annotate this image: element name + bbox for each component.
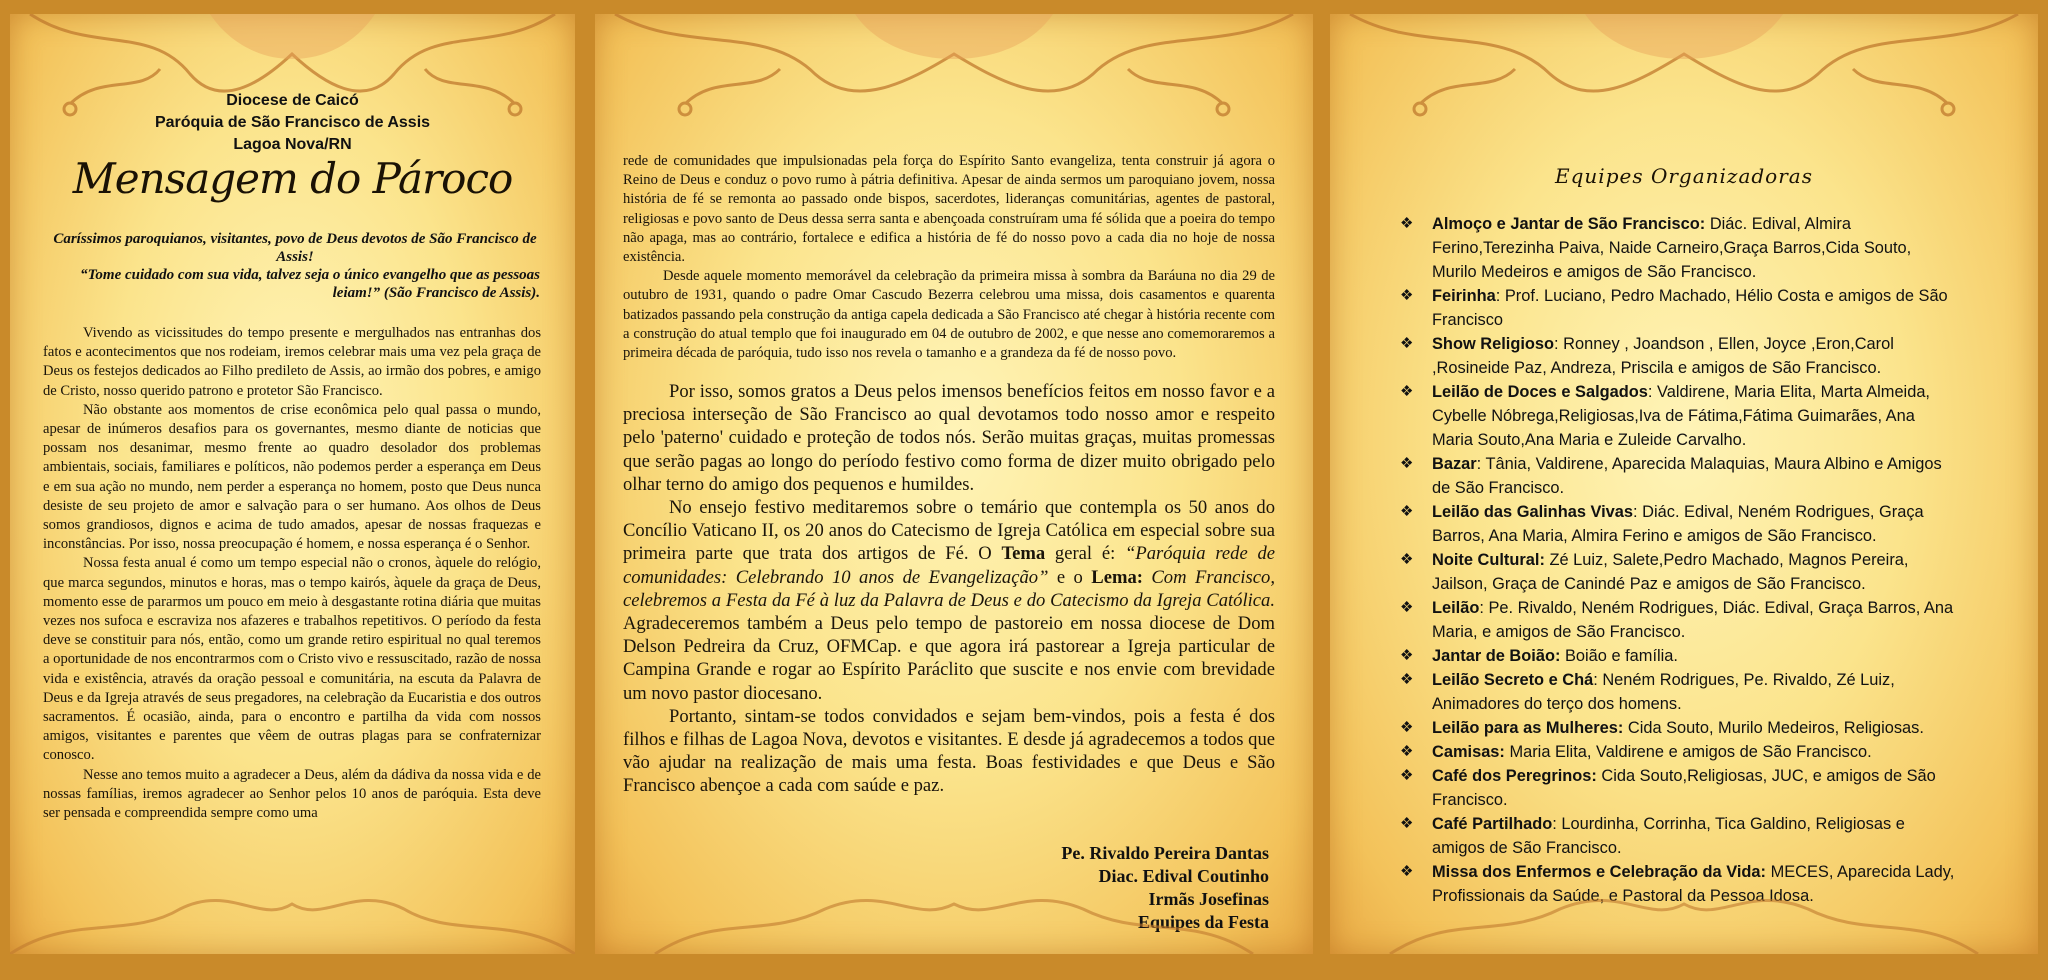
team-label: Almoço e Jantar de São Francisco:: [1432, 215, 1706, 233]
signatures: [1061, 842, 1269, 934]
team-label: Café Partilhado: [1432, 815, 1553, 833]
panel-message-left: [10, 14, 575, 954]
diamond-bullet-icon: ❖: [1400, 455, 1414, 472]
list-item: [1400, 716, 1960, 740]
panel-teams: [1330, 14, 2038, 954]
floral-ornament-top: [1330, 14, 2038, 144]
team-label: Missa dos Enfermos e Celebração da Vida:: [1432, 863, 1767, 881]
team-label: Leilão das Galinhas Vivas: [1432, 503, 1634, 521]
list-item: [1400, 452, 1960, 500]
team-members: : Neném Rodrigues, Pe. Rivaldo, Zé Luiz, Animadores do terço dos homens.: [1432, 671, 1895, 713]
panel-message-middle: [595, 14, 1313, 954]
team-label: Leilão Secreto e Chá: [1432, 671, 1594, 689]
paragraph-invitation: Portanto, sintam-se todos convidados e sejam bem-vindos, pois a festa é dos filhos e filhas de Lagoa Nova, devotos e visitantes. E desde já agradecemos a todos que vão ajudar na realização de mais uma festa. Boas festividades e que Deus e São Francisco abençoe a cada com saúde e paz.: [623, 705, 1275, 797]
list-item: [1400, 500, 1960, 548]
team-members: MECES, Aparecida Lady, Profissionais da Saúde, e Pastoral da Pessoa Idosa.: [1432, 863, 1955, 905]
team-members: : Valdirene, Maria Elita, Marta Almeida, Cybelle Nóbrega,Religiosas,Iva de Fátima,Fátima Guimarães, Ana Maria Souto,Ana Maria e Zuleide Carvalho.: [1432, 383, 1930, 449]
list-item: [1400, 284, 1960, 332]
paragraph: Não obstante aos momentos de crise econômica pelo qual passa o mundo, apesar de inúmeros desafios para os governantes, mesmo diante de noticias que possam nos desanimar, mesmo frente ao quadro desolador dos problemas ambientais, sociais, familiares e políticos, não podemos perder a esperança em Deus e em sua ação no mundo, nem perder a esperança no homem, posto que Deus nunca desiste de seu projeto de amor e salvação para o ser humano. Aos olhos de Deus somos grandiosos, dignos e acima de tudo amados, apesar de nossas fraquezas e inconstâncias. Por isso, nossa preocupação é homem, e nossa esperança é o Senhor.: [43, 401, 541, 553]
theme-intro: No ensejo festivo meditaremos sobre o temário que contempla os 50 anos do Concílio Vaticano II, os 20 anos do Catecismo de Igreja Católica em especial sobre sua primeira parte que trata dos artigos de Fé. O: [623, 497, 1275, 565]
signature-deacon: Diac. Edival Coutinho: [1098, 866, 1269, 886]
diamond-bullet-icon: ❖: [1400, 815, 1414, 832]
team-members: Maria Elita, Valdirene e amigos de São Francisco.: [1504, 743, 1872, 761]
message-title: Mensagem do Pároco: [72, 154, 513, 203]
team-label: Café dos Peregrinos:: [1432, 767, 1597, 785]
signature-priest: Pe. Rivaldo Pereira Dantas: [1061, 843, 1269, 863]
team-label: Leilão: [1432, 599, 1480, 617]
intro-quote: “Tome cuidado com sua vida, talvez seja o único evangelho que as pessoas leiam!” (São Francisco de Assis).: [80, 267, 540, 301]
team-members: : Tânia, Valdirene, Aparecida Malaquias, Maura Albino e Amigos de São Francisco.: [1432, 455, 1942, 497]
paragraph-theme: [623, 496, 1275, 705]
intro-greeting: Caríssimos paroquianos, visitantes, povo de Deus devotos de São Francisco de Assis!: [53, 231, 537, 265]
tema-label: Tema: [1001, 543, 1046, 565]
diamond-bullet-icon: ❖: [1400, 647, 1414, 664]
tema-text: “Paróquia rede de comunidades: Celebrando 10 anos de Evangelização”: [623, 543, 1276, 588]
list-item: [1400, 740, 1960, 764]
team-members: : Prof. Luciano, Pedro Machado, Hélio Costa e amigos de São Francisco: [1432, 287, 1948, 329]
diamond-bullet-icon: ❖: [1400, 383, 1414, 400]
diocese-header: [10, 90, 575, 156]
list-item: [1400, 668, 1960, 716]
paragraph-gratitude: Por isso, somos gratos a Deus pelos imensos benefícios feitos em nosso favor e a preciosa interseção de São Francisco ao qual devotamos todo nosso amor e respeito pelo 'paterno' cuidado e proteção de todos nós. Serão muitas graças, muitas promessas que serão pagas ao longo do período festivo como forma de dizer muito obrigado pelo olhar terno do amigo dos pequenos e humildes.: [623, 381, 1275, 495]
list-item: [1400, 596, 1960, 644]
diamond-bullet-icon: ❖: [1400, 551, 1414, 568]
team-members: Zé Luiz, Salete,Pedro Machado, Magnos Pereira, Jailson, Graça de Canindé Paz e amigos de São Francisco.: [1432, 551, 1909, 593]
theme-connector: geral é:: [1045, 543, 1126, 565]
team-members: : Lourdinha, Corrinha, Tica Galdino, Religiosas e amigos de São Francisco.: [1432, 815, 1905, 857]
list-item: [1400, 380, 1960, 452]
lema-label: Lema:: [1091, 566, 1143, 588]
list-item: [1400, 548, 1960, 596]
teams-title: Equipes Organizadoras: [1555, 164, 1813, 188]
team-label: Show Religioso: [1432, 335, 1555, 353]
floral-ornament-bottom: [10, 844, 575, 954]
team-members: Cida Souto, Murilo Medeiros, Religiosas.: [1623, 719, 1924, 737]
header-line-diocese: Diocese de Caicó: [226, 92, 359, 109]
team-label: Noite Cultural:: [1432, 551, 1545, 569]
list-item: [1400, 212, 1960, 284]
teams-list: [1400, 212, 1960, 908]
paragraph: Nossa festa anual é como um tempo especial não o cronos, àquele do relógio, que marca segundos, minutos e horas, mas o tempo kairós, àquele da graça de Deus, momento esse de pararmos um pouco em meio à desgastante rotina diária que muitas vezes nos sufoca e escraviza nos afazeres e trabalhos repetitivos. O período da festa deve se constituir para nós, então, como um grande retiro espiritual no qual teremos a oportunidade de nos encontrarmos com o Cristo vivo e ressuscitado, razão de nossa vida e existência, através da oração pessoal e comunitária, na escuta da Palavra de Deus e da Igreja através de seus pregadores, na celebração da Eucaristia e dos outros sacramentos. É ocasião, ainda, para o encontro e partilha da vida com nossos amigos, visitantes e parentes que vêem de outras plagas para se confraternizar conosco.: [43, 555, 541, 764]
team-label: Feirinha: [1432, 287, 1496, 305]
diamond-bullet-icon: ❖: [1400, 503, 1414, 520]
team-members: : Ronney , Joandson , Ellen, Joyce ,Eron,Carol ,Rosineide Paz, Andreza, Priscila e amigos de São Francisco.: [1432, 335, 1894, 377]
diamond-bullet-icon: ❖: [1400, 599, 1414, 616]
list-item: [1400, 860, 1960, 908]
message-body: [43, 324, 541, 823]
paragraph: rede de comunidades que impulsionadas pela força do Espírito Santo evangeliza, tenta construir já agora o Reino de Deus e conduz o povo rumo à pátria definitiva. Apesar de ainda sermos um paroquiano jovem, nossa história de fé se remonta ao passado onde bispos, sacerdotes, lideranças comunitárias, agentes de pastoral, religiosas e povo santo de Deus dessa serra santa e abençoada construíram uma fé sólida que a poeira do tempo não apaga, mas ao contrário, fortalece e edifica a história de fé do nosso povo a cada dia no hoje de nossa existência.: [623, 153, 1275, 266]
team-members: : Diác. Edival, Neném Rodrigues, Graça Barros, Ana Maria, Almira Ferino e amigos de São Francisco.: [1432, 503, 1924, 545]
list-item: [1400, 644, 1960, 668]
paragraph: Nesse ano temos muito a agradecer a Deus, além da dádiva da nossa vida e de nossas famílias, iremos agradecer ao Senhor pelos 10 anos de paróquia. Esta deve ser pensada e compreendida sempre como uma: [43, 766, 541, 822]
diamond-bullet-icon: ❖: [1400, 863, 1414, 880]
team-label: Camisas:: [1432, 743, 1505, 761]
signature-teams: Equipes da Festa: [1137, 912, 1269, 932]
list-item: [1400, 812, 1960, 860]
signature-sisters: Irmãs Josefinas: [1148, 889, 1269, 909]
diamond-bullet-icon: ❖: [1400, 719, 1414, 736]
theme-outro: Agradeceremos também a Deus pelo tempo de pastoreio em nossa diocese de Dom Delson Pedreira da Cruz, OFMCap. e que agora irá pastorear a Igreja particular de Campina Grande e rogar ao Espírito Paráclito que suscite e nos envie com brevidade um novo pastor diocesano.: [623, 613, 1275, 704]
diamond-bullet-icon: ❖: [1400, 287, 1414, 304]
team-members: Boião e família.: [1560, 647, 1678, 665]
header-line-city: Lagoa Nova/RN: [233, 136, 352, 153]
floral-ornament-top: [595, 14, 1313, 144]
large-body: [623, 380, 1275, 798]
diamond-bullet-icon: ❖: [1400, 671, 1414, 688]
paragraph: Vivendo as vicissitudes do tempo presente e mergulhados nas entranhas dos fatos e acontecimentos que nos rodeiam, iremos celebrar mais uma vez pela graça de Deus os festejos dedicados ao Filho predileto de Assis, ao irmão dos pobres, e amigo de Cristo, nosso querido patrono e protetor São Francisco.: [43, 325, 541, 399]
paragraph: Desde aquele momento memorável da celebração da primeira missa à sombra da Baráuna no dia 29 de outubro de 1931, quando o padre Omar Cascudo Bezerra celebrou uma missa, dois casamentos e quarenta batizados passando pela construção da antiga capela dedicada a São Francisco até chegar à história recente com a construção do atual templo que foi inaugurado em 04 de outubro de 2002, e que nesse ano comemoraremos a primeira década de paróquia, tudo isso nos revela o tamanho e a grandeza da fé de nosso povo.: [623, 268, 1275, 362]
diamond-bullet-icon: ❖: [1400, 767, 1414, 784]
list-item: [1400, 332, 1960, 380]
team-members: Diác. Edival, Almira Ferino,Terezinha Paiva, Naide Carneiro,Graça Barros,Cida Souto, Murilo Medeiros e amigos de São Francisco.: [1432, 215, 1912, 281]
team-label: Bazar: [1432, 455, 1477, 473]
team-label: Leilão para as Mulheres:: [1432, 719, 1624, 737]
list-item: [1400, 764, 1960, 812]
diamond-bullet-icon: ❖: [1400, 335, 1414, 352]
team-members: : Pe. Rivaldo, Neném Rodrigues, Diác. Edival, Graça Barros, Ana Maria, e amigos de São Francisco.: [1432, 599, 1954, 641]
team-label: Leilão de Doces e Salgados: [1432, 383, 1648, 401]
team-label: Jantar de Boião:: [1432, 647, 1561, 665]
lema-text: Com Francisco, celebremos a Festa da Fé à luz da Palavra de Deus e do Catecismo da Igreja Católica.: [623, 566, 1275, 611]
diamond-bullet-icon: ❖: [1400, 215, 1414, 232]
diamond-bullet-icon: ❖: [1400, 743, 1414, 760]
team-members: Cida Souto,Religiosas, JUC, e amigos de São Francisco.: [1432, 767, 1936, 809]
lema-connector: e o: [1048, 566, 1092, 588]
header-line-parish: Paróquia de São Francisco de Assis: [154, 114, 431, 131]
continued-body: [623, 152, 1275, 363]
